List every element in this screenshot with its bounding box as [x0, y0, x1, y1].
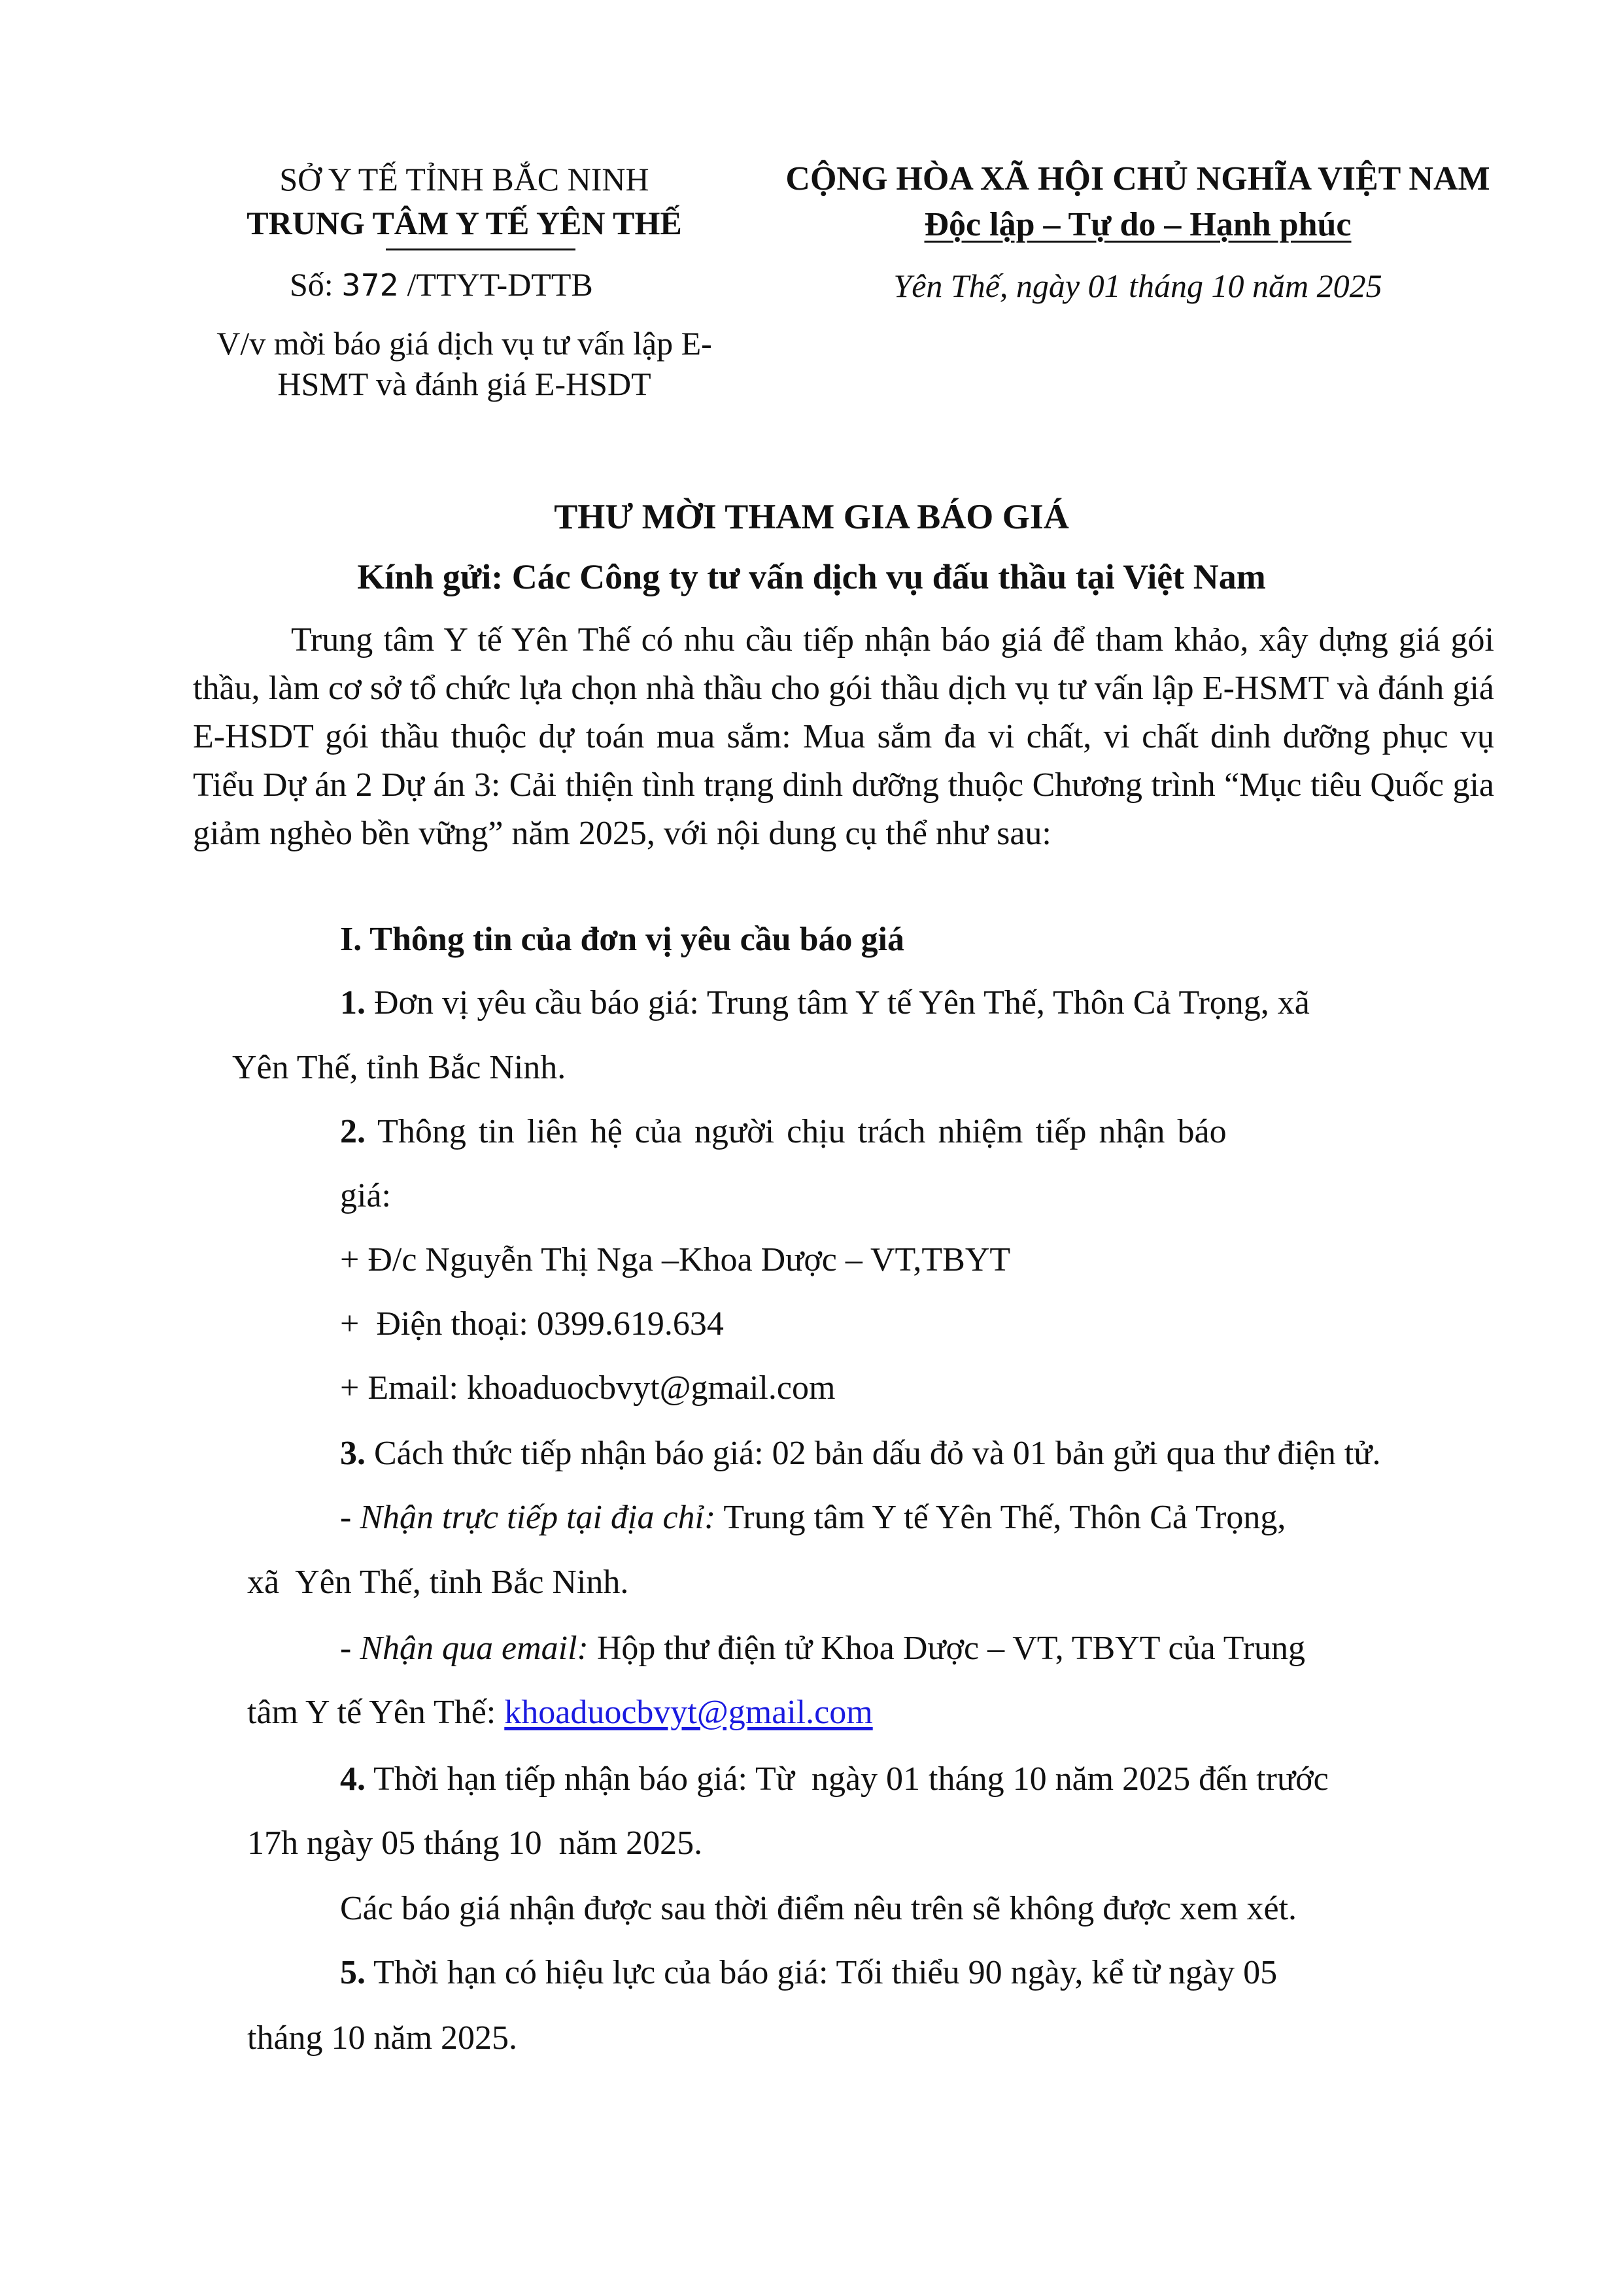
item-2-number: 2.: [340, 1113, 366, 1150]
contact-person: + Đ/c Nguyễn Thị Nga –Khoa Dược – VT,TBYT: [340, 1241, 1011, 1278]
item-3-text: Cách thức tiếp nhận báo giá: 02 bản dấu đỏ và 01 bản gửi qua thư điện tử.: [374, 1435, 1381, 1472]
center-name: TRUNG TÂM Y TẾ YÊN THẾ: [247, 205, 682, 241]
item-4-text: Thời hạn tiếp nhận báo giá: Từ ngày 01 tháng 10 năm 2025 đến trước: [373, 1760, 1329, 1798]
country-name: CỘNG HÒA XÃ HỘI CHỦ NGHĨA VIỆT NAM: [785, 160, 1490, 197]
number-value: 372: [341, 267, 400, 303]
email-receipt-text: Hộp thư điện tử Khoa Dược – VT, TBYT của Trung: [596, 1630, 1306, 1667]
item-4: [340, 1755, 1329, 1804]
document-number: [290, 264, 593, 305]
contact-phone: + Điện thoại: 0399.619.634: [340, 1305, 724, 1343]
direct-receipt-label: - Nhận trực tiếp tại địa chỉ:: [340, 1499, 716, 1536]
item-4-line-2: 17h ngày 05 tháng 10 năm 2025.: [247, 1825, 703, 1862]
national-motto: Độc lập – Tự do – Hạnh phúc: [924, 206, 1352, 243]
item-2: [340, 1108, 1227, 1156]
item-1-number: 1.: [340, 984, 366, 1021]
email-receipt-label: - Nhận qua email:: [340, 1630, 589, 1667]
number-suffix: /TTYT-DTTB: [407, 266, 593, 303]
section-heading: I. Thông tin của đơn vị yêu cầu báo giá: [340, 921, 904, 958]
item-5-text: Thời hạn có hiệu lực của báo giá: Tối thiểu 90 ngày, kể từ ngày 05: [373, 1954, 1278, 1991]
subject-line-2: HSMT và đánh giá E-HSDT: [277, 366, 651, 402]
center-underline: [386, 248, 575, 250]
number-prefix: Số:: [290, 266, 333, 303]
item-5-number: 5.: [340, 1954, 366, 1991]
item-2-text: Thông tin liên hệ của người chịu trách nhiệm tiếp nhận báo: [377, 1113, 1227, 1150]
letter-title: THƯ MỜI THAM GIA BÁO GIÁ: [554, 497, 1069, 536]
item-1-line-2: Yên Thế, tỉnh Bắc Ninh.: [232, 1049, 566, 1086]
item-3-number: 3.: [340, 1435, 366, 1472]
contact-email: + Email: khoaduocbvyt@gmail.com: [340, 1369, 836, 1407]
item-1: [340, 979, 1310, 1027]
recipient-line: Kính gửi: Các Công ty tư vấn dịch vụ đấu thầu tại Việt Nam: [357, 557, 1266, 596]
item-2-line-2: giá:: [340, 1177, 391, 1214]
item-4-number: 4.: [340, 1760, 366, 1798]
item-5: [340, 1949, 1277, 1997]
subject-line-1: V/v mời báo giá dịch vụ tư vấn lập E-: [216, 325, 712, 362]
late-note: Các báo giá nhận được sau thời điểm nêu trên sẽ không được xem xét.: [340, 1890, 1297, 1927]
email-receipt-prefix: tâm Y tế Yên Thế:: [247, 1694, 496, 1731]
direct-receipt-line-2: xã Yên Thế, tỉnh Bắc Ninh.: [247, 1564, 629, 1601]
direct-receipt: [340, 1494, 1286, 1542]
email-link[interactable]: khoaduocbvyt@gmail.com: [504, 1694, 873, 1731]
item-5-line-2: tháng 10 năm 2025.: [247, 2019, 518, 2057]
item-3: [340, 1430, 1380, 1478]
item-1-text: Đơn vị yêu cầu báo giá: Trung tâm Y tế Yên Thế, Thôn Cả Trọng, xã: [374, 984, 1310, 1021]
issue-date: Yên Thế, ngày 01 tháng 10 năm 2025: [893, 267, 1382, 304]
email-receipt-line-2: [247, 1688, 873, 1737]
direct-receipt-text: Trung tâm Y tế Yên Thế, Thôn Cả Trọng,: [723, 1499, 1286, 1536]
email-receipt: [340, 1624, 1305, 1673]
agency-name: SỞ Y TẾ TỈNH BẮC NINH: [279, 161, 649, 197]
intro-paragraph: Trung tâm Y tế Yên Thế có nhu cầu tiếp nhận báo giá để tham khảo, xây dựng giá gói thầu, làm cơ sở tổ chức lựa chọn nhà thầu cho gói thầu dịch vụ tư vấn lập E-HSMT và đánh giá E-HSDT gói thầu thuộc dự toán mua sắm: Mua sắm đa vi chất, vi chất dinh dưỡng phục vụ Tiểu Dự án 2 Dự án 3: Cải thiện tình trạng dinh dưỡng thuộc Chương trình “Mục tiêu Quốc gia giảm nghèo bền vững” năm 2025, với nội dung cụ thể như sau:: [193, 621, 1494, 852]
